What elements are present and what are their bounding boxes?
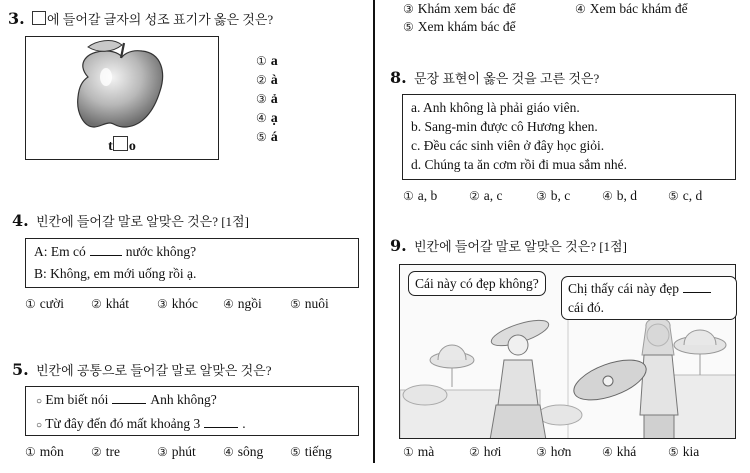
q8-statement-b: b. Sang-min được cô Hương khen. bbox=[411, 119, 598, 134]
q3-option-2[interactable]: ② à bbox=[256, 73, 278, 88]
answer-blank bbox=[90, 243, 122, 256]
q5-line-1: ○ Em biết nói Anh không? bbox=[36, 392, 217, 407]
q4-title: 빈칸에 들어갈 말로 알맞은 것은? [1점] bbox=[35, 214, 249, 229]
q7-option-5[interactable]: ⑤ Xem khám bác để bbox=[403, 19, 516, 34]
q4-option-5[interactable]: ⑤ nuôi bbox=[290, 296, 329, 311]
q5-option-4[interactable]: ④ sông bbox=[223, 444, 264, 459]
q8-option-1[interactable]: ① a, b bbox=[403, 188, 438, 203]
blank-square-icon bbox=[32, 11, 46, 25]
q9-heading bbox=[390, 236, 627, 255]
q5-title: 빈칸에 공통으로 들어갈 말로 알맞은 것은? bbox=[35, 363, 272, 378]
q3-word-prefix: t bbox=[108, 139, 113, 154]
q4-line-a: A: Em có nước không? bbox=[34, 244, 197, 259]
q4-heading bbox=[12, 211, 249, 230]
q3-number: 3. bbox=[8, 9, 25, 28]
q8-statement-box bbox=[402, 94, 736, 180]
answer-blank bbox=[204, 415, 238, 428]
q3-word-suffix: o bbox=[128, 139, 136, 154]
q3-option-1[interactable]: ① a bbox=[256, 54, 278, 69]
q8-heading bbox=[390, 68, 599, 87]
q8-statement-a: a. Anh không là phải giáo viên. bbox=[411, 100, 580, 115]
q9-number: 9. bbox=[390, 236, 407, 255]
speech-bubble-left: Cái này có đẹp không? bbox=[408, 271, 546, 296]
q9-option-1[interactable]: ① mà bbox=[403, 444, 435, 459]
q5-option-1[interactable]: ① môn bbox=[25, 444, 64, 459]
q5-option-2[interactable]: ② tre bbox=[91, 444, 121, 459]
q5-option-5[interactable]: ⑤ tiếng bbox=[290, 444, 332, 459]
blank-square-icon bbox=[113, 136, 128, 151]
q7-option-4[interactable]: ④ Xem bác khám để bbox=[575, 1, 688, 16]
q7-option-3[interactable]: ③ Khám xem bác để bbox=[403, 1, 516, 16]
q9-option-5[interactable]: ⑤ kia bbox=[668, 444, 700, 459]
q9-option-4[interactable]: ④ khá bbox=[602, 444, 637, 459]
answer-blank bbox=[683, 280, 711, 293]
q5-line-2: ○ Từ đây đến đó mất khoảng 3 . bbox=[36, 416, 246, 431]
q8-statement-c: c. Đều các sinh viên ở đây học giỏi. bbox=[411, 138, 605, 153]
q4-option-2[interactable]: ② khát bbox=[91, 296, 130, 311]
q3-heading bbox=[8, 9, 273, 28]
q8-option-4[interactable]: ④ b, d bbox=[602, 188, 638, 203]
q4-number: 4. bbox=[12, 211, 29, 230]
q4-option-4[interactable]: ④ ngồi bbox=[223, 296, 262, 311]
q8-number: 8. bbox=[390, 68, 407, 87]
q3-word bbox=[26, 136, 218, 155]
q8-option-3[interactable]: ③ b, c bbox=[536, 188, 571, 203]
q3-option-5[interactable]: ⑤ á bbox=[256, 130, 278, 145]
q3-option-3[interactable]: ③ ả bbox=[256, 92, 278, 107]
q4-option-1[interactable]: ① cười bbox=[25, 296, 64, 311]
q5-sentence-box bbox=[25, 386, 359, 436]
q5-heading bbox=[12, 360, 271, 379]
q3-title: 에 들어갈 글자의 성조 표기가 옳은 것은? bbox=[46, 12, 274, 27]
q4-dialogue-box bbox=[25, 238, 359, 288]
q8-option-2[interactable]: ② a, c bbox=[469, 188, 503, 203]
apple-illustration-icon bbox=[26, 39, 220, 139]
speech-bubble-right: Chị thấy cái này đẹp cái đó. bbox=[561, 276, 737, 320]
q9-option-3[interactable]: ③ hơn bbox=[536, 444, 572, 459]
q9-option-2[interactable]: ② hơi bbox=[469, 444, 502, 459]
q9-title: 빈칸에 들어갈 말로 알맞은 것은? [1점] bbox=[413, 239, 627, 254]
answer-blank bbox=[112, 391, 146, 404]
q4-line-b: B: Không, em mới uống rồi ạ. bbox=[34, 266, 197, 281]
q8-statement-d: d. Chúng ta ăn cơm rồi đi mua sắm nhé. bbox=[411, 157, 627, 172]
q3-option-4[interactable]: ④ ạ bbox=[256, 111, 278, 126]
q5-number: 5. bbox=[12, 360, 29, 379]
q4-option-3[interactable]: ③ khóc bbox=[157, 296, 199, 311]
column-divider bbox=[373, 0, 375, 463]
q5-option-3[interactable]: ③ phút bbox=[157, 444, 196, 459]
q8-option-5[interactable]: ⑤ c, d bbox=[668, 188, 703, 203]
q3-options bbox=[256, 52, 278, 147]
q3-image-box bbox=[25, 36, 219, 160]
q8-title: 문장 표현이 옳은 것을 고른 것은? bbox=[413, 71, 600, 86]
